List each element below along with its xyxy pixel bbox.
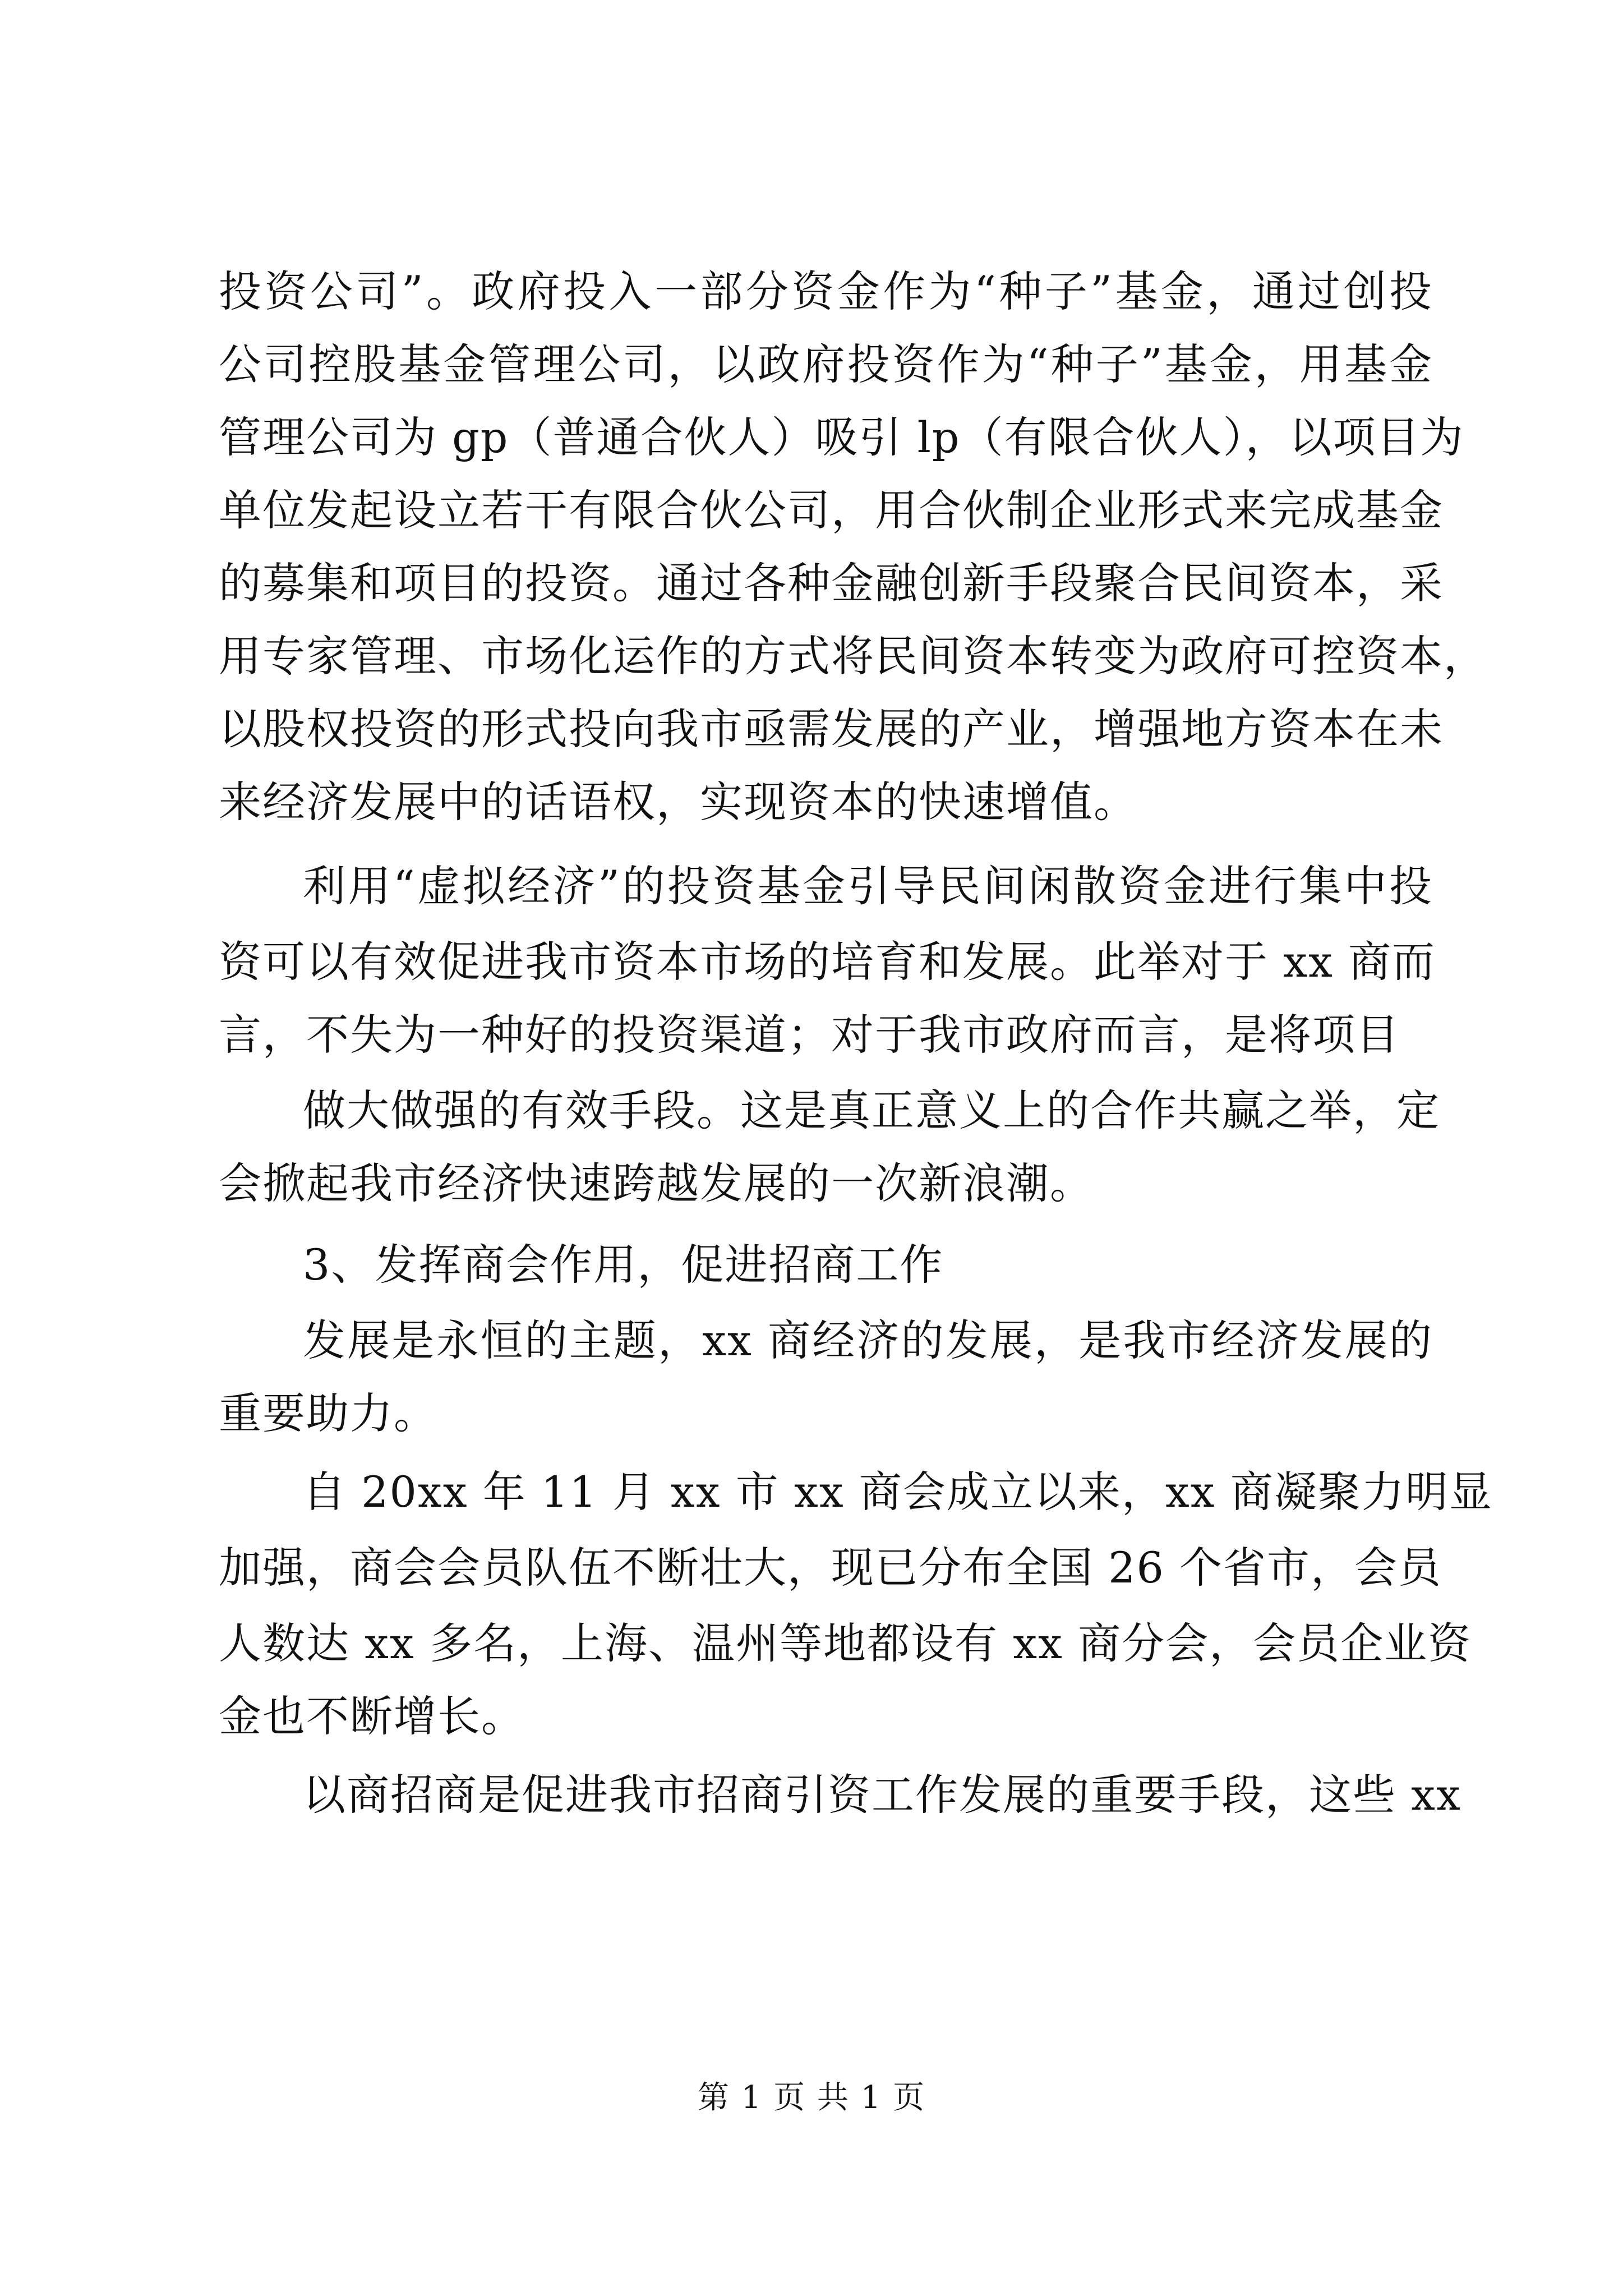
paragraph-line: 重要助力。 [219, 1388, 437, 1438]
paragraph-line: 利用“虚拟经济”的投资基金引导民间闲散资金进行集中投 [303, 861, 1433, 911]
paragraph-line: 的募集和项目的投资。通过各种金融创新手段聚合民间资本，采 [219, 558, 1444, 608]
paragraph-line: 单位发起设立若干有限合伙公司，用合伙制企业形式来完成基金 [219, 485, 1444, 535]
paragraph-line: 自 20xx 年 11 月 xx 市 xx 商会成立以来，xx 商凝聚力明显 [303, 1467, 1493, 1517]
paragraph-line: 以商招商是促进我市招商引资工作发展的重要手段，这些 xx [303, 1770, 1461, 1820]
paragraph-line: 加强，商会会员队伍不断壮大，现已分布全国 26 个省市，会员 [219, 1543, 1442, 1593]
paragraph-line: 来经济发展中的话语权，实现资本的快速增值。 [219, 777, 1137, 827]
paragraph-line: 会掀起我市经济快速跨越发展的一次新浪潮。 [219, 1158, 1094, 1208]
paragraph-line: 3、发挥商会作用，促进招商工作 [303, 1240, 944, 1290]
paragraph-line: 发展是永恒的主题，xx 商经济的发展，是我市经济发展的 [303, 1315, 1433, 1365]
paragraph-line: 公司控股基金管理公司，以政府投资作为“种子”基金，用基金 [219, 339, 1433, 389]
paragraph-line: 做大做强的有效手段。这是真正意义上的合作共赢之举，定 [303, 1085, 1440, 1135]
paragraph-line: 资可以有效促进我市资本市场的培育和发展。此举对于 xx 商而 [219, 937, 1436, 987]
paragraph-line: 人数达 xx 多名，上海、温州等地都设有 xx 商分会，会员企业资 [219, 1618, 1472, 1668]
page-footer: 第 1 页 共 1 页 [697, 2079, 926, 2116]
paragraph-line: 以股权投资的形式投向我市亟需发展的产业，增强地方资本在未 [219, 704, 1444, 754]
paragraph-line: 管理公司为 gp（普通合伙人）吸引 lp（有限合伙人），以项目为 [219, 412, 1464, 462]
paragraph-line: 投资公司”。政府投入一部分资金作为“种子”基金，通过创投 [219, 266, 1433, 316]
paragraph-line: 言，不失为一种好的投资渠道；对于我市政府而言，是将项目 [219, 1010, 1400, 1060]
paragraph-line: 金也不断增长。 [219, 1691, 525, 1741]
paragraph-line: 用专家管理、市场化运作的方式将民间资本转变为政府可控资本， [219, 631, 1487, 681]
